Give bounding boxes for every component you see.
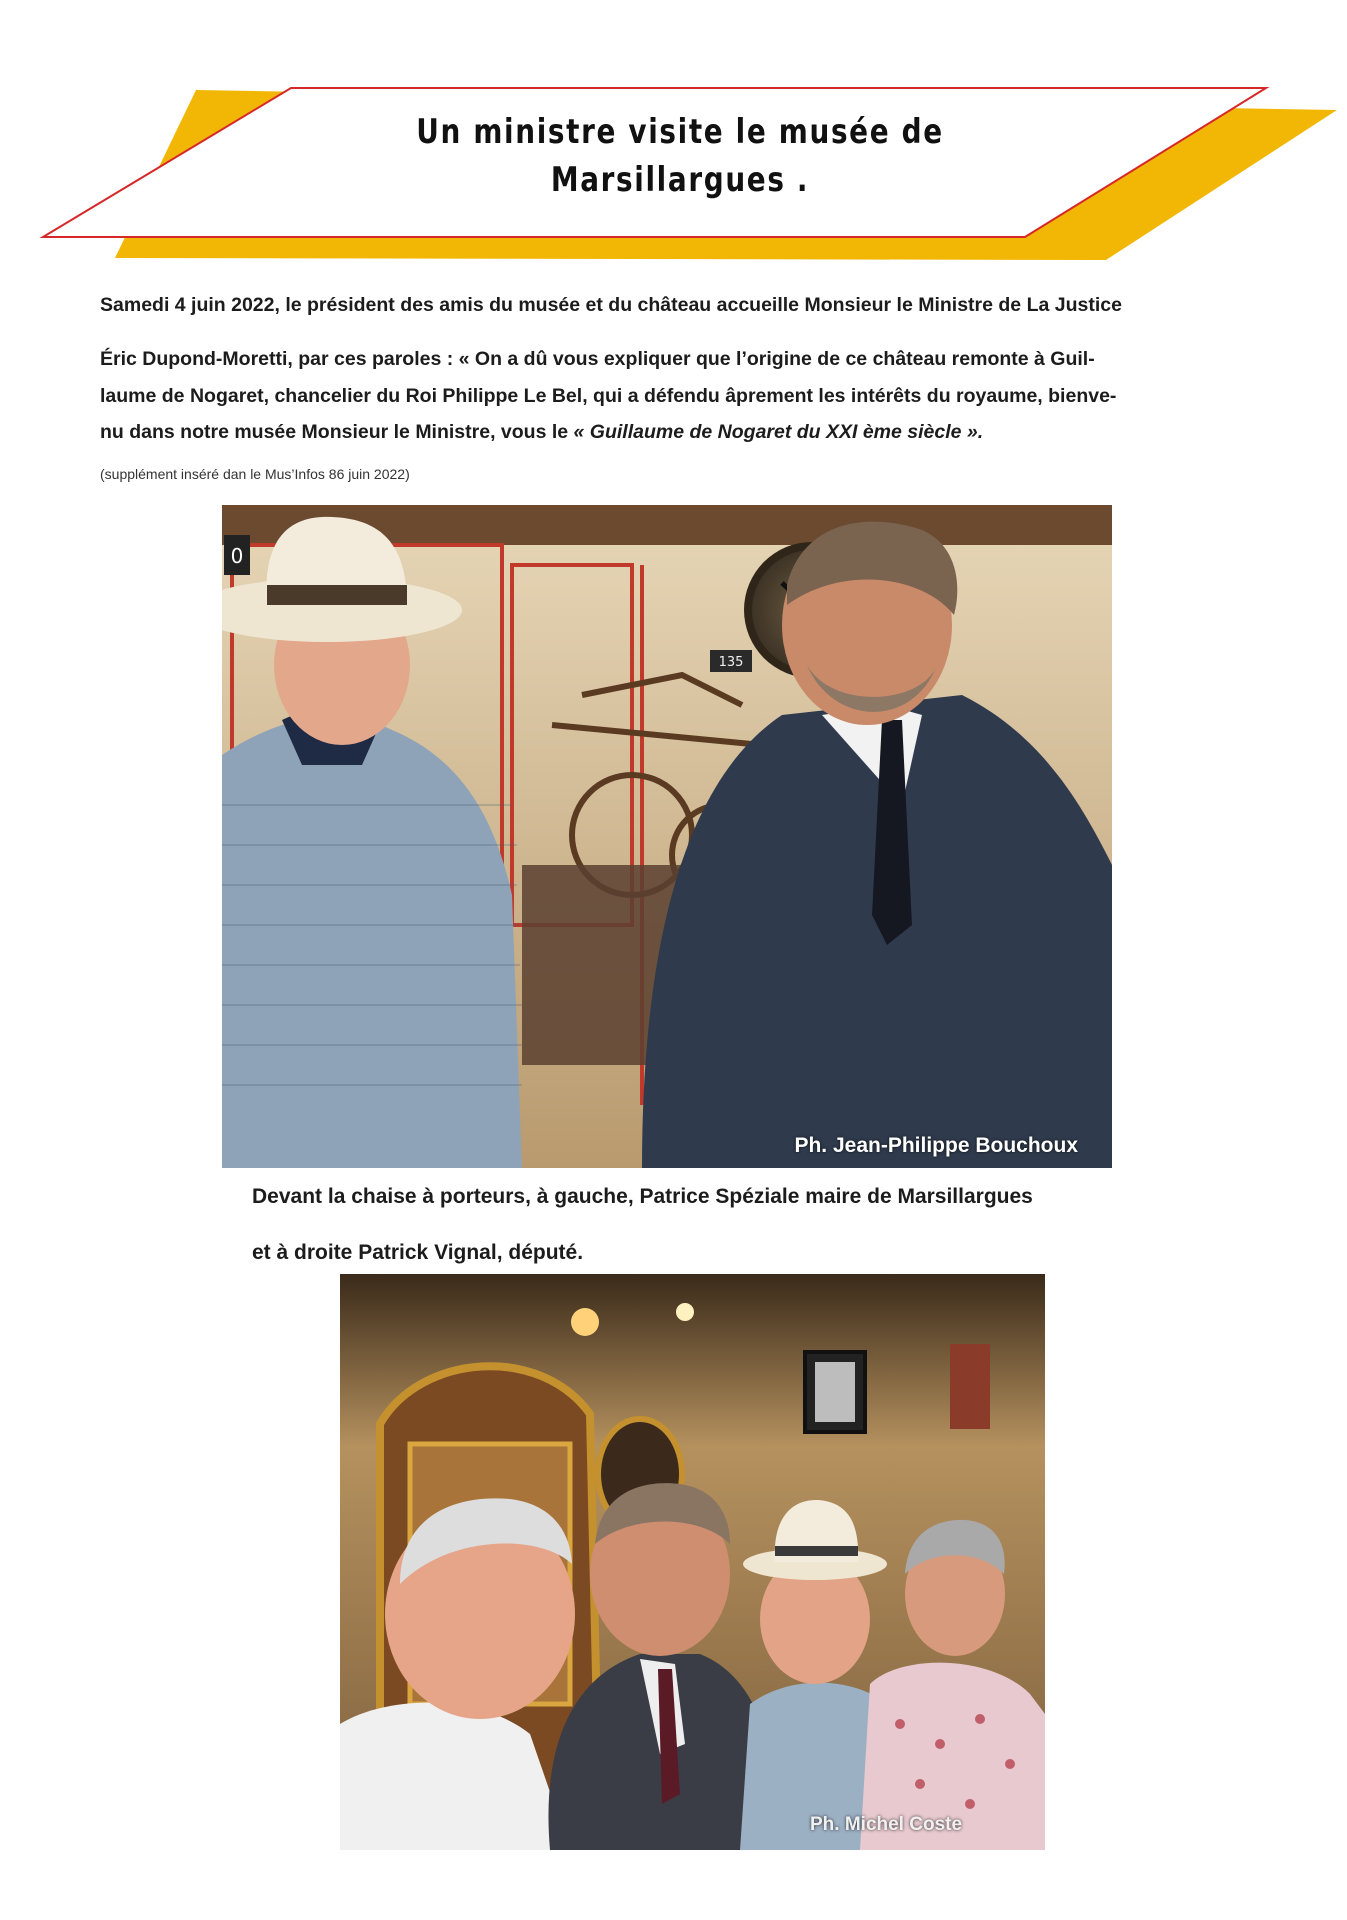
supplement-note: (supplément inséré dan le Mus’Infos 86 juin 2022) xyxy=(100,466,410,482)
article-title-line1: Un ministre visite le musée de xyxy=(416,112,944,152)
photo1-caption-line2: et à droite Patrick Vignal, député. xyxy=(252,1241,584,1264)
photo-museum-visit xyxy=(222,505,1112,1168)
paragraph-line-3: laume de Nogaret, chancelier du Roi Philippe Le Bel, qui a défendu âprement les intérêts du royaume, bienve- xyxy=(100,385,1117,407)
paragraph-line-2: Éric Dupond-Moretti, par ces paroles : « On a dû vous expliquer que l’origine de ce château remonte à Guil- xyxy=(100,348,1095,370)
nogaret-quote: « Guillaume de Nogaret du XXI ème siècle ». xyxy=(573,421,984,443)
paragraph-line-4-text: nu dans notre musée Monsieur le Ministre, vous le xyxy=(100,421,574,443)
article-title-line2: Marsillargues . xyxy=(550,160,810,200)
photo2-credit: Ph. Michel Coste xyxy=(810,1814,963,1835)
paragraph-line-1: Samedi 4 juin 2022, le président des amis du musée et du château accueille Monsieur le Ministre de La Justice xyxy=(100,294,1122,316)
photo-group-laughing xyxy=(340,1274,1045,1850)
room-number: 0 xyxy=(230,544,244,568)
paragraph-line-4 xyxy=(100,421,1260,444)
photo1-credit: Ph. Jean-Philippe Bouchoux xyxy=(794,1134,1078,1157)
photo1-caption-line1: Devant la chaise à porteurs, à gauche, Patrice Spéziale maire de Marsillargues xyxy=(252,1185,1033,1208)
exhibit-label: 135 xyxy=(718,655,744,670)
